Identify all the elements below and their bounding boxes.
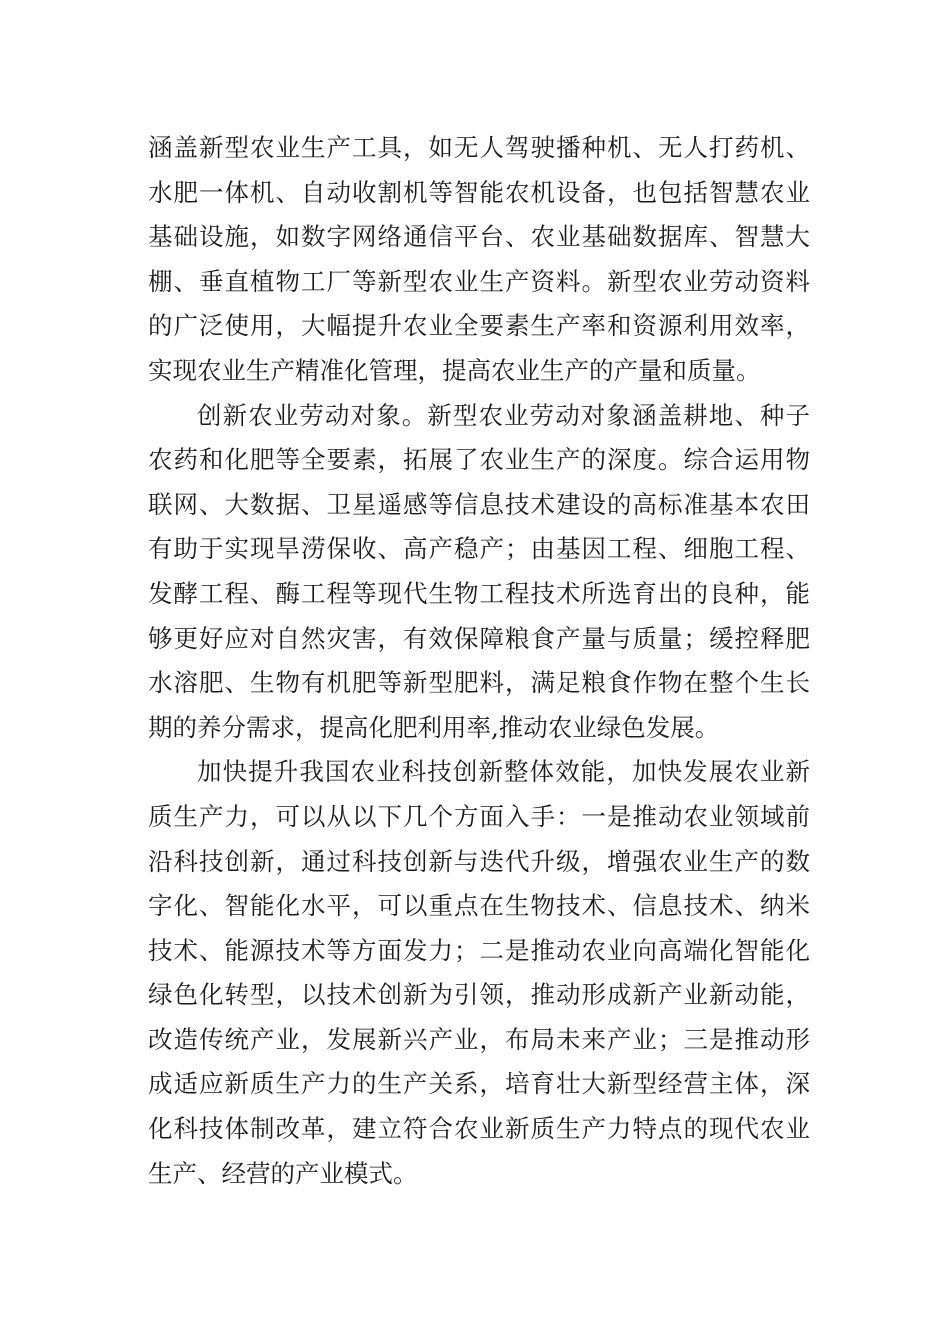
text-line: 改造传统产业，发展新兴产业，布局未来产业；三是推动形	[148, 1024, 810, 1054]
text-line: 化科技体制改革，建立符合农业新质生产力特点的现代农业	[148, 1114, 810, 1144]
text-line: 农药和化肥等全要素，拓展了农业生产的深度。综合运用物	[148, 445, 810, 475]
text-line: 棚、垂直植物工厂等新型农业生产资料。新型农业劳动资料	[148, 266, 810, 296]
text-line: 生产、经营的产业模式。	[148, 1158, 418, 1188]
paragraph-labor-objects	[148, 394, 810, 751]
text-line: 的广泛使用，大幅提升农业全要素生产率和资源利用效率，	[148, 311, 810, 341]
text-line: 水溶肥、生物有机肥等新型肥料，满足粮食作物在整个生长	[148, 668, 810, 698]
text-line: 沿科技创新，通过科技创新与迭代升级，增强农业生产的数	[148, 846, 810, 876]
text-line: 成适应新质生产力的生产关系，培育壮大新型经营主体，深	[148, 1069, 810, 1099]
text-line: 绿色化转型，以技术创新为引领，推动形成新产业新动能，	[148, 980, 810, 1010]
text-line: 水肥一体机、自动收割机等智能农机设备，也包括智慧农业	[148, 177, 810, 207]
text-line: 技术、能源技术等方面发力；二是推动农业向高端化智能化	[148, 935, 810, 965]
body-text	[148, 126, 810, 1196]
text-line: 够更好应对自然灾害，有效保障粮食产量与质量；缓控释肥	[148, 623, 810, 653]
paragraph-labor-materials	[148, 126, 810, 394]
paragraph-tech-innovation	[148, 750, 810, 1196]
text-line: 联网、大数据、卫星遥感等信息技术建设的高标准基本农田	[148, 489, 810, 519]
text-line: 有助于实现旱涝保收、高产稳产；由基因工程、细胞工程、	[148, 534, 810, 564]
text-line: 创新农业劳动对象。新型农业劳动对象涵盖耕地、种子	[197, 400, 810, 430]
text-line: 实现农业生产精准化管理，提高农业生产的产量和质量。	[148, 355, 761, 385]
text-line: 涵盖新型农业生产工具，如无人驾驶播种机、无人打药机、	[148, 133, 810, 162]
text-line: 发酵工程、酶工程等现代生物工程技术所选育出的良种，能	[148, 578, 810, 608]
text-line: 字化、智能化水平，可以重点在生物技术、信息技术、纳米	[148, 891, 810, 921]
text-line: 基础设施，如数字网络通信平台、农业基础数据库、智慧大	[148, 222, 810, 252]
text-line: 加快提升我国农业科技创新整体效能，加快发展农业新	[197, 757, 810, 787]
text-line: 期的养分需求，提高化肥利用率,推动农业绿色发展。	[148, 712, 720, 742]
text-line: 质生产力，可以从以下几个方面入手：一是推动农业领域前	[148, 801, 810, 831]
